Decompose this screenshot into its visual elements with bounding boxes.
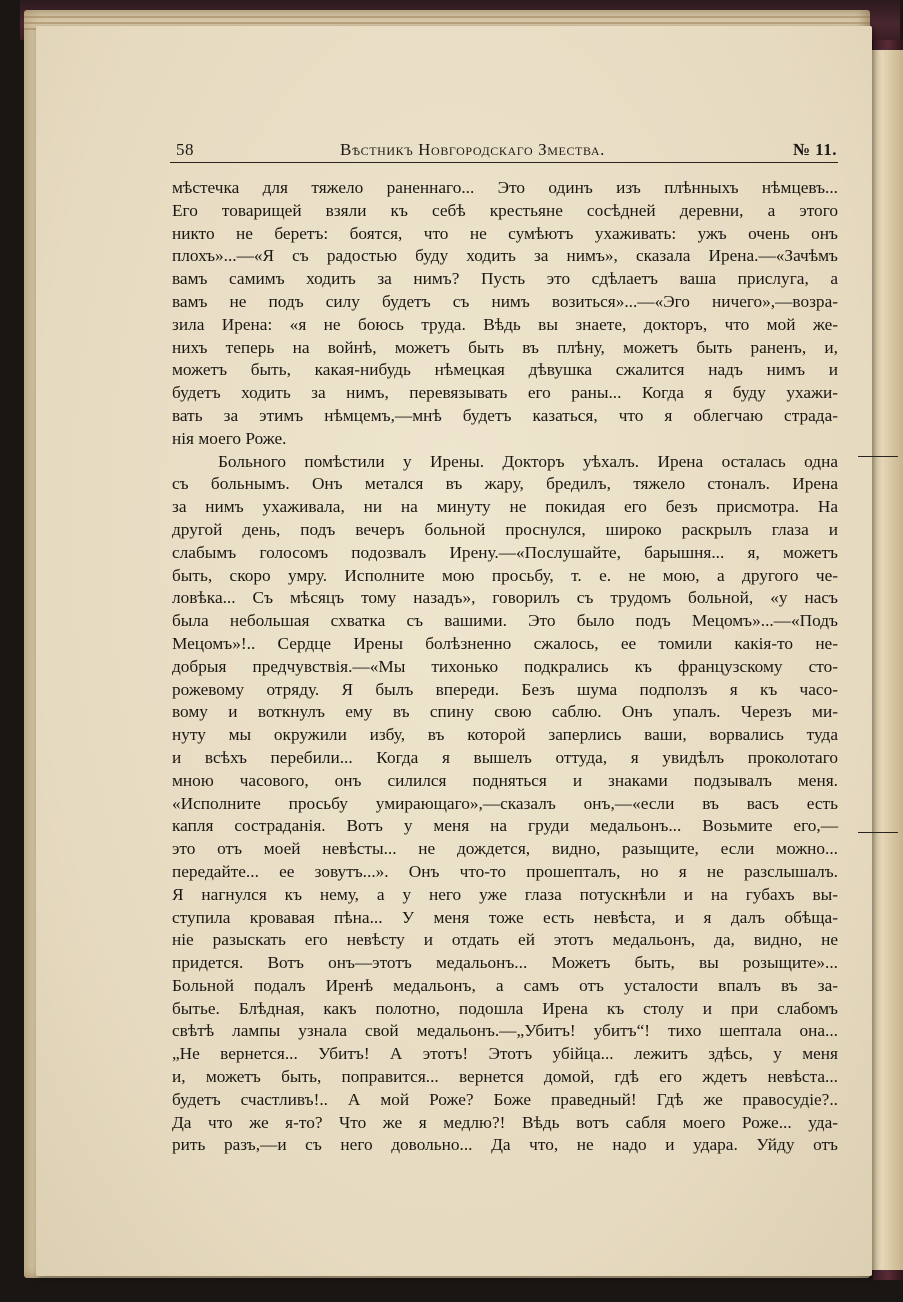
text-line: зила Ирена: «я не боюсь труда. Вѣдь вы знаете, докторъ, что мой же-: [172, 314, 838, 334]
text-line: капля состраданія. Вотъ у меня на груди медальонъ... Возьмите его,—: [172, 816, 838, 836]
text-line: вому и воткнулъ ему въ спину свою саблю. Онъ упалъ. Черезъ ми-: [172, 702, 838, 722]
body-text: [172, 177, 838, 1157]
text-line: ловѣка... Съ мѣсяцъ тому назадъ», говорилъ съ трудомъ больной, «у насъ: [172, 588, 838, 608]
text-line: и всѣхъ перебили... Когда я вышелъ оттуда, я увидѣлъ проколотаго: [172, 747, 838, 767]
text-line: плохъ»...—«Я съ радостью буду ходить за нимъ», сказала Ирена.—«Зачѣмъ: [172, 246, 838, 266]
text-line: мѣстечка для тяжело раненнаго... Это одинъ изъ плѣнныхъ нѣмцевъ...: [172, 178, 838, 197]
text-line: Да что же я-то? Что же я медлю?! Вѣдь вотъ сабля моего Роже... уда-: [172, 1112, 838, 1132]
text-line: нуту мы окружили избу, въ которой заперлись ваши, ворвались туда: [172, 725, 838, 745]
text-line: добрыя предчувствія.—«Мы тихонько подкрались къ французскому сто-: [172, 656, 838, 676]
text-line: Мецомъ»!.. Сердце Ирены болѣзненно сжалось, ее томили какія-то не-: [172, 633, 838, 653]
text-line: другой день, подъ вечеръ больной проснулся, широко раскрылъ глаза и: [172, 519, 838, 539]
text-line: „Не вернется... Убитъ! А этотъ! Этотъ убійца... лежитъ здѣсь, у меня: [172, 1044, 838, 1064]
page-number: 58: [176, 140, 194, 159]
text-line: Я нагнулся къ нему, а у него уже глаза потускнѣли и на губахъ вы-: [172, 884, 838, 904]
text-line: будетъ ходить за нимъ, перевязывать его раны... Когда я буду ухажи-: [172, 383, 838, 403]
text-line: бытье. Блѣдная, какъ полотно, подошла Ирена къ столу и при слабомъ: [172, 998, 838, 1018]
text-line: вамъ самимъ ходить за нимъ? Пусть это сдѣлаетъ ваша прислуга, а: [172, 269, 838, 289]
text-line: ступила кровавая пѣна... У меня тоже есть невѣста, и я далъ обѣща-: [172, 907, 838, 927]
facing-page-edge: [868, 50, 903, 1270]
margin-mark: [858, 456, 898, 457]
text-line: рить разъ,—и съ него довольно... Да что, не надо и удара. Уйду отъ: [172, 1135, 838, 1155]
text-line: свѣтѣ лампы узнала свой медальонъ.—„Убитъ! убитъ“! тихо шептала она...: [172, 1021, 838, 1041]
text-line: придется. Вотъ онъ—этотъ медальонъ... Можетъ быть, вы розыщите»...: [172, 953, 838, 973]
text-line: «Исполните просьбу умирающаго»,—сказалъ онъ,—«если въ васъ есть: [172, 793, 838, 813]
text-line: была небольшая схватка съ вашими. Это было подъ Мецомъ»...—«Подъ: [172, 611, 838, 631]
journal-title: Вѣстникъ Новгородскаго Змества.: [340, 140, 605, 159]
text-line: быть, скоро умру. Исполните мою просьбу, т. е. не мою, а другого че-: [172, 565, 838, 585]
text-line: нія моего Роже.: [172, 428, 287, 448]
text-line: вать за этимъ нѣмцемъ,—мнѣ будетъ казаться, что я облегчаю страда-: [172, 405, 838, 425]
header-rule: [170, 162, 838, 163]
text-line: передайте... ее зовутъ...». Онъ что-то прошепталъ, но я не разслышалъ.: [172, 861, 838, 881]
text-line: никто не беретъ: боятся, что не сумѣютъ ухаживать: ужъ очень онъ: [172, 223, 838, 243]
text-line: за нимъ ухаживала, ни на минуту не покидая его безъ присмотра. На: [172, 497, 838, 517]
text-line: будетъ счастливъ!.. А мой Роже? Боже праведный! Гдѣ же правосудіе?..: [172, 1089, 838, 1109]
running-header: [140, 140, 840, 160]
margin-mark: [858, 832, 898, 833]
text-line: вамъ не подъ силу будетъ съ нимъ возиться»...—«Эго ничего»,—возра-: [172, 291, 838, 311]
text-line: слабымъ голосомъ подозвалъ Ирену.—«Послушайте, барышня... я, можетъ: [172, 542, 838, 562]
text-line: мною часового, онъ силился подняться и знаками подзывалъ меня.: [172, 770, 838, 790]
text-line: это отъ моей невѣсты... не дождется, видно, разыщите, если можно...: [172, 839, 838, 859]
text-line: Его товарищей взяли къ себѣ крестьяне сосѣдней деревни, а этого: [172, 200, 838, 220]
text-line: нихъ теперь на войнѣ, можетъ быть въ плѣну, можетъ быть раненъ, и,: [172, 337, 838, 357]
text-line: можетъ быть, какая-нибудь нѣмецкая дѣвушка сжалится надъ нимъ и: [172, 360, 838, 380]
text-line: Больной подалъ Иренѣ медальонъ, а самъ отъ усталости впалъ въ за-: [172, 975, 838, 995]
issue-number: № 11.: [792, 140, 837, 159]
text-line: рожевому отряду. Я былъ впереди. Безъ шума подползъ я къ часо-: [172, 679, 838, 699]
text-line: ніе разыскать его невѣсту и отдать ей этотъ медальонъ, да, видно, не: [172, 930, 838, 950]
text-line: и, можетъ быть, поправится... вернется домой, гдѣ его ждетъ невѣста...: [172, 1067, 838, 1087]
text-line: съ больнымъ. Онъ метался въ жару, бредилъ, тяжело стоналъ. Ирена: [172, 474, 838, 494]
text-line: Больного помѣстили у Ирены. Докторъ уѣхалъ. Ирена осталась одна: [218, 451, 838, 471]
